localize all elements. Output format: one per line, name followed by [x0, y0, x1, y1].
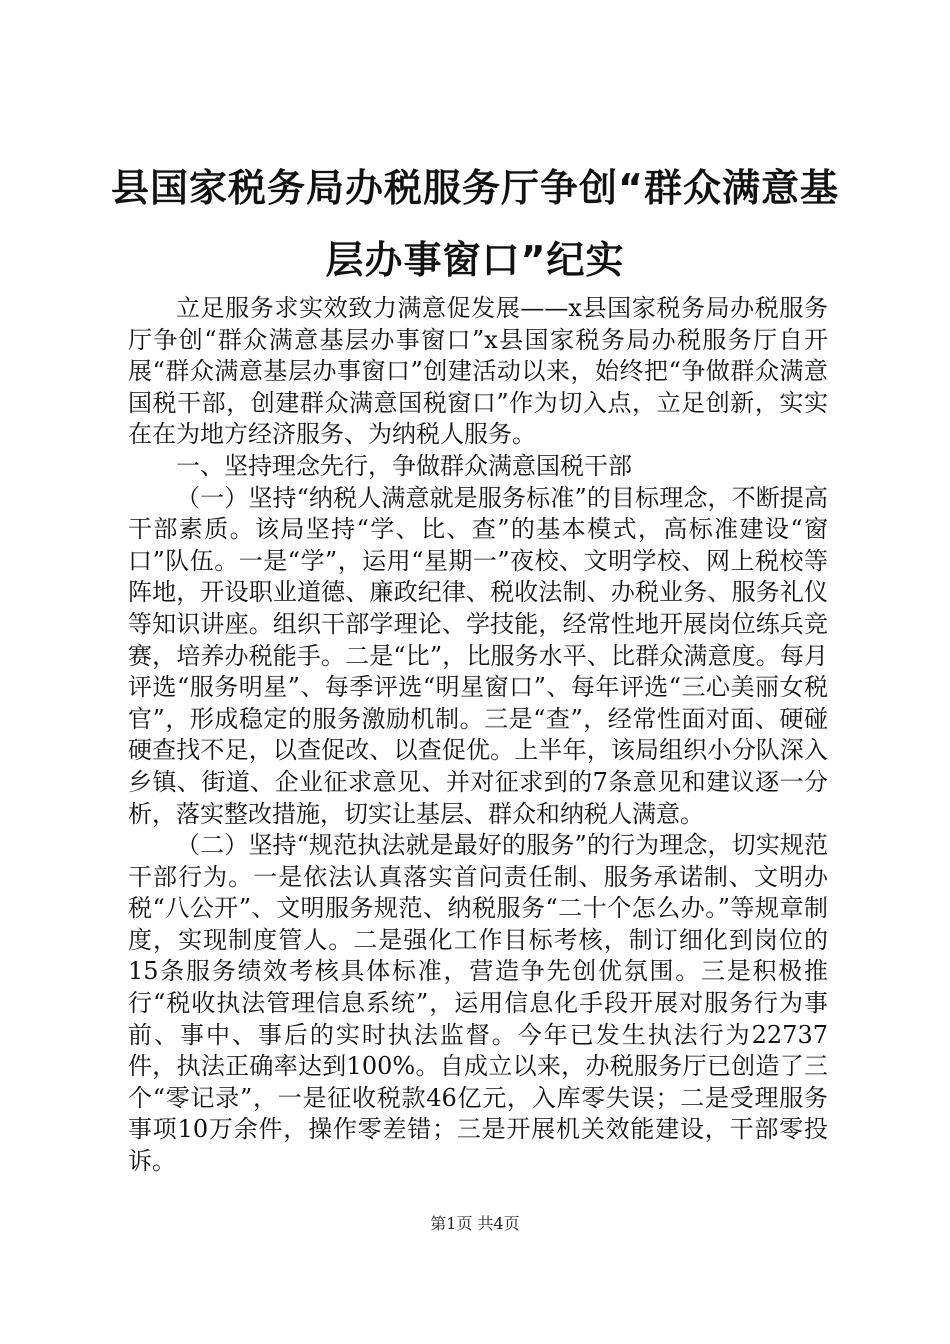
paragraph-subsection-2: （二）坚持“规范执法就是最好的服务”的行为理念，切实规范干部行为。一是依法认真落实首问责任制、服务承诺制、文明办税“八公开”、文明服务规范、纳税服务“二十个怎么办。”等规章制度，实现制度管人。二是强化工作目标考核，制订细化到岗位的15条服务绩效考核具体标准，营造争先创优氛围。三是积极推行“税收执法管理信息系统”，运用信息化手段开展对服务行为事前、事中、事后的实时执法监督。今年已发生执法行为22737件，执法正确率达到100%。自成立以来，办税服务厅已创造了三个“零记录”，一是征收税款46亿元，入库零失误；二是受理服务事项10万余件，操作零差错；三是开展机关效能建设，干部零投诉。: [128, 831, 828, 1176]
paragraph-intro: 立足服务求实效致力满意促发展——x县国家税务局办税服务厅争创“群众满意基层办事窗口”x县国家税务局办税服务厅自开展“群众满意基层办事窗口”创建活动以来，始终把“争做群众满意国税干部，创建群众满意国税窗口”作为切入点，立足创新，实实在在为地方经济服务、为纳税人服务。: [128, 294, 828, 449]
document-body: [128, 293, 828, 1178]
paragraph-subsection-1: （一）坚持“纳税人满意就是服务标准”的目标理念，不断提高干部素质。该局坚持“学、比、查”的基本模式，高标准建设“窗口”队伍。一是“学”，运用“星期一”夜校、文明学校、网上税校等阵地，开设职业道德、廉政纪律、税收法制、办税业务、服务礼仪等知识讲座。组织干部学理论、学技能，经常性地开展岗位练兵竞赛，培养办税能手。二是“比”，比服务水平、比群众满意度。每月评选“服务明星”、每季评选“明星窗口”、每年评选“三心美丽女税官”，形成稳定的服务激励机制。三是“查”，经常性面对面、硬碰硬查找不足，以查促改、以查促优。上半年，该局组织小分队深入乡镇、街道、企业征求意见、并对征求到的7条意见和建议逐一分析，落实整改措施，切实让基层、群众和纳税人满意。: [128, 483, 828, 828]
document-title: 县国家税务局办税服务厅争创“群众满意基层办事窗口”纪实: [111, 166, 839, 282]
section-heading-1: 一、坚持理念先行，争做群众满意国税干部: [176, 451, 632, 480]
page-number-footer: 第1页 共4页: [430, 1214, 520, 1233]
